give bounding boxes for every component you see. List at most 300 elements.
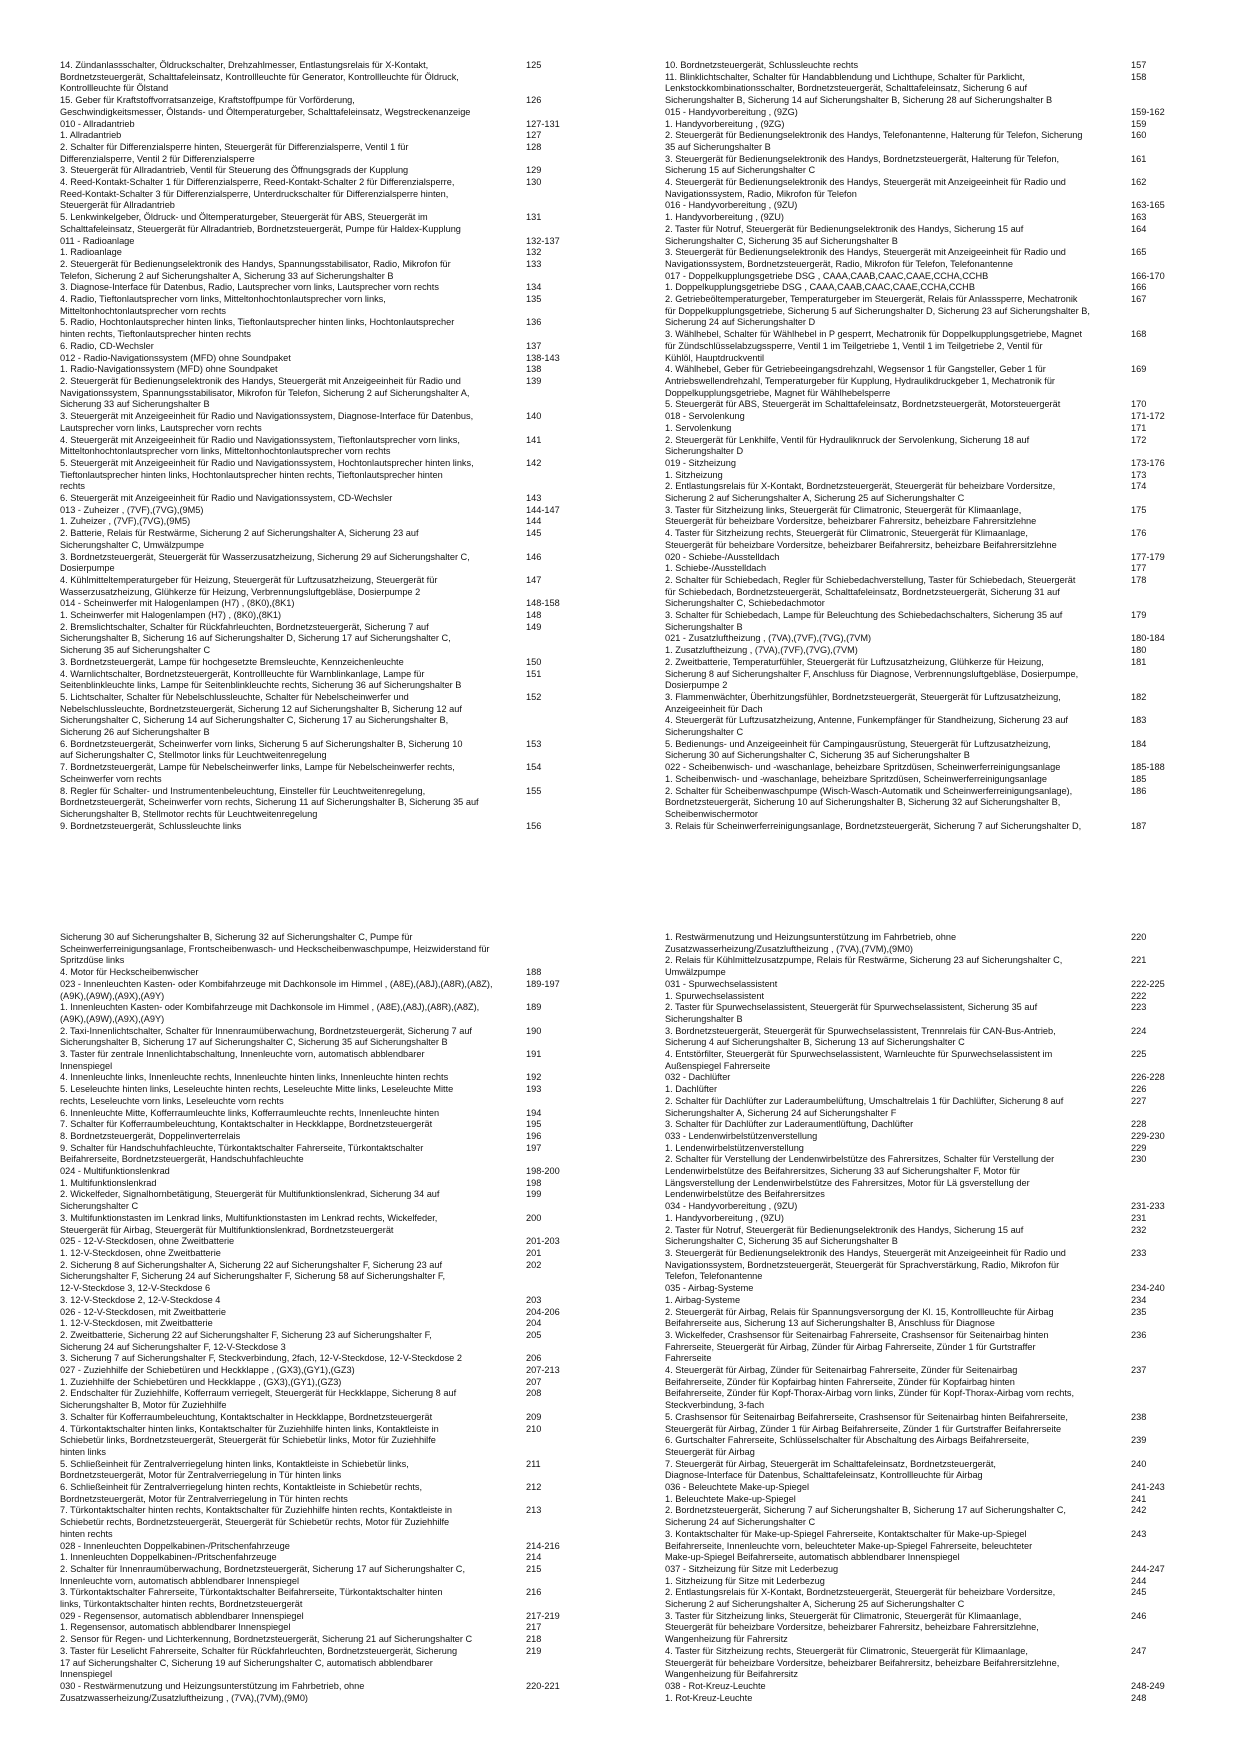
toc-section-entry bbox=[60, 119, 568, 131]
toc-entry-title: 5. Steuergerät für ABS, Steuergerät im Schalttafeleinsatz, Bordnetzsteuergerät, Motorsteuergerät bbox=[665, 399, 1061, 410]
toc-entry-title: 3. Türkontaktschalter Fahrerseite, Türkontaktschalter Beifahrerseite, Türkontaktschalter hinten links, Türkontaktschalter hinten rechts, Bordnetzsteuergerät bbox=[60, 1587, 443, 1610]
toc-entry-title: 1. 12-V-Steckdosen, mit Zweitbatterie bbox=[60, 1318, 213, 1329]
toc-entry-title: 2. Entlastungsrelais für X-Kontakt, Bordnetzsteuergerät, Steuergerät für beheizbare Vordersitze, Sicherung 2 auf Sicherungshalter A, Sicherung 25 auf Sicherungshalter C bbox=[665, 481, 1056, 504]
toc-entry bbox=[60, 1412, 568, 1424]
toc-entry-title: 2. Relais für Kühlmittelzusatzpumpe, Relais für Restwärme, Sicherung 23 auf Sicherungshalter C, Umwälzpumpe bbox=[665, 955, 1063, 978]
toc-entry-title: 6. Innenleuchte Mitte, Kofferraumleuchte links, Kofferraumleuchte rechts, Innenleuchte hinten bbox=[60, 1107, 440, 1118]
toc-entry-title: 021 - Zusatzluftheizung , (7VA),(7VF),(7VG),(7VM) bbox=[665, 633, 872, 644]
toc-entry-page: 126 bbox=[526, 95, 542, 106]
toc-entry-page: 224 bbox=[1131, 1025, 1147, 1036]
toc-entry-title: 2. Steuergerät für Bedienungselektronik des Handys, Spannungsstabilisator, Radio, Mikrofon für Telefon, Sicherung 2 auf Sicherungshalter A, Sicherung 33 auf Sicherungshalter B bbox=[60, 258, 451, 281]
toc-entry bbox=[60, 411, 568, 434]
toc-entry-title: 5. Lichtschalter, Schalter für Nebelschlussleuchte, Schalter für Nebelscheinwerfer und Nebelschlussleuchte, Bordnetzsteuergerät, Sicherung 12 auf Sicherungshalter B, Sicherung 12 auf Sicherungshalter C, Sicherung 14 auf Sicherungshalter C, Sicherung 17 au Sicherungshalter B, Sicherung 26 auf Sicherungshalter B bbox=[60, 691, 462, 738]
toc-entry bbox=[665, 1459, 1173, 1482]
toc-entry-page: 197 bbox=[526, 1142, 542, 1153]
toc-entry-page: 163 bbox=[1131, 212, 1147, 223]
toc-entry-title: 1. 12-V-Steckdosen, ohne Zweitbatterie bbox=[60, 1247, 221, 1258]
toc-entry-title: 1. Handyvorbereitung , (9ZU) bbox=[665, 212, 784, 223]
toc-entry-title: 1. Zuheizer , (7VF),(7VG),(9M5) bbox=[60, 516, 191, 527]
toc-entry-title: 034 - Handyvorbereitung , (9ZU) bbox=[665, 1201, 798, 1212]
toc-entry-page: 177 bbox=[1131, 563, 1147, 574]
toc-entry-page: 159 bbox=[1131, 118, 1147, 129]
toc-entry-page: 244 bbox=[1131, 1575, 1147, 1586]
toc-section-entry bbox=[60, 236, 568, 248]
toc-entry-page: 219 bbox=[526, 1645, 542, 1656]
toc-entry-page: 180-184 bbox=[1131, 633, 1165, 644]
toc-entry-title: 2. Taster für Notruf, Steuergerät für Bedienungselektronik des Handys, Sicherung 15 auf Sicherungshalter C, Sicherung 35 auf Sicherungshalter B bbox=[665, 1224, 1024, 1247]
toc-entry-page: 144-147 bbox=[526, 504, 560, 515]
toc-entry-title: 7. Bordnetzsteuergerät, Lampe für Nebelscheinwerfer links, Lampe für Nebelscheinwerfer rechts, Scheinwerfer vorn rechts bbox=[60, 762, 455, 784]
toc-entry bbox=[665, 505, 1173, 528]
toc-entry-title: 3. Kontaktschalter für Make-up-Spiegel Fahrerseite, Kontaktschalter für Make-up-Spiegel Beifahrerseite, Innenleuchte vorn, beleuchteter Make-up-Spiegel Fahrerseite, beleuchteter Make-up-Spiegel Beifahrerseite, automatisch abblendbarer Innenspiegel bbox=[665, 1528, 1033, 1563]
toc-entry-title: 1. Airbag-Systeme bbox=[665, 1294, 741, 1305]
toc-entry-page: 223 bbox=[1131, 1002, 1147, 1013]
toc-entry-page: 226-228 bbox=[1131, 1072, 1165, 1083]
toc-entry bbox=[60, 95, 568, 118]
toc-entry-page: 222-225 bbox=[1131, 978, 1165, 989]
toc-entry-title: 1. Sitzheizung für Sitze mit Lederbezug bbox=[665, 1575, 825, 1586]
toc-entry-page: 200 bbox=[526, 1212, 542, 1223]
toc-entry-page: 125 bbox=[526, 60, 542, 70]
toc-entry bbox=[665, 119, 1173, 131]
toc-entry-title: 1. Radio-Navigationssystem (MFD) ohne Soundpaket bbox=[60, 364, 278, 375]
toc-entry-page: 203 bbox=[526, 1294, 542, 1305]
toc-entry bbox=[665, 528, 1173, 551]
toc-entry-page: 237 bbox=[1131, 1365, 1147, 1376]
toc-entry-page: 193 bbox=[526, 1084, 542, 1095]
toc-entry-title: 4. Steuergerät für Luftzusatzheizung, Antenne, Funkempfänger für Standheizung, Sicherung 23 auf Sicherungshalter C bbox=[665, 715, 1068, 738]
toc-entry-title: 2. Steuergerät für Airbag, Relais für Spannungsversorgung der Kl. 15, Kontrollleuchte für Airbag Beifahrerseite aus, Sicherung 13 auf Sicherungshalter B, Anschluss für Diagnose bbox=[665, 1306, 1054, 1329]
toc-entry bbox=[665, 1119, 1173, 1131]
toc-entry bbox=[60, 1552, 568, 1564]
toc-entry-title: 1. Sitzheizung bbox=[665, 469, 723, 480]
toc-entry bbox=[665, 294, 1173, 329]
toc-entry-title: 1. Innenleuchten Kasten- oder Kombifahrzeuge mit Dachkonsole im Himmel , (A8E),(A8J),(A8R),(A8Z), (A9K),(A9W),(A9X),(A9Y) bbox=[60, 1002, 480, 1024]
toc-entry bbox=[60, 60, 568, 95]
toc-entry-page: 136 bbox=[526, 317, 542, 328]
toc-entry bbox=[60, 1189, 568, 1212]
toc-entry bbox=[665, 692, 1173, 715]
toc-entry-page: 155 bbox=[526, 785, 542, 796]
toc-entry bbox=[665, 329, 1173, 364]
toc-entry-title: 4. Steuergerät mit Anzeigeeinheit für Radio und Navigationssystem, Tieftonlautsprecher vorn links, Mitteltonhochtonlautsprecher vorn links, Mitteltonhochtonlautsprecher vorn rechts bbox=[60, 434, 460, 457]
toc-entry bbox=[665, 563, 1173, 575]
toc-entry-title: 2. Batterie, Relais für Restwärme, Sicherung 2 auf Sicherungshalter A, Sicherung 23 auf Sicherungshalter C, Umwälzpumpe bbox=[60, 528, 419, 550]
toc-entry-page: 165 bbox=[1131, 247, 1147, 258]
toc-entry-title: 1. Lendenwirbelstützenverstellung bbox=[665, 1142, 804, 1153]
toc-entry-title: 10. Bordnetzsteuergerät, Schlussleuchte rechts bbox=[665, 60, 859, 70]
toc-entry-page: 202 bbox=[526, 1259, 542, 1270]
toc-entry bbox=[665, 1412, 1173, 1435]
toc-entry bbox=[665, 60, 1173, 72]
toc-entry-page: 208 bbox=[526, 1388, 542, 1399]
toc-entry bbox=[665, 1435, 1173, 1458]
toc-entry-title: 4. Taster für Sitzheizung rechts, Steuergerät für Climatronic, Steuergerät für Klimaanlage, Steuergerät für beheizbare Vordersitze, beheizbarer Beifahrersitz, beheizbare Beifahrersitzlehne, Wangenheizung für Beifahrersitz bbox=[665, 1645, 1060, 1680]
toc-entry bbox=[665, 72, 1173, 107]
toc-entry-title: 022 - Scheibenwisch- und -waschanlage, beheizbare Spritzdüsen, Scheinwerferreinigungsanlage bbox=[665, 762, 1061, 773]
toc-entry-title: 4. Wählhebel, Geber für Getriebeeingangsdrehzahl, Wegsensor 1 für Gangsteller, Geber 1 für Antriebswellendrehzahl, Temperaturgeber für Kupplung, Hydraulikdruckgeber 1, Mechatronik für Doppelkupplungsgetriebe, Magnet für Wählhebelsperre bbox=[665, 364, 1055, 398]
toc-entry bbox=[60, 1260, 568, 1295]
toc-entry-title: 020 - Schiebe-/Ausstelldach bbox=[665, 551, 780, 562]
toc-entry-page: 171-172 bbox=[1131, 411, 1165, 422]
toc-entry-page: 227 bbox=[1131, 1095, 1147, 1106]
toc-entry bbox=[60, 1049, 568, 1072]
toc-entry-page: 186 bbox=[1131, 785, 1147, 796]
toc-entry-page: 182 bbox=[1131, 691, 1147, 702]
toc-entry bbox=[60, 528, 568, 551]
toc-entry-page: 239 bbox=[1131, 1435, 1147, 1446]
toc-entry-page: 211 bbox=[526, 1458, 541, 1469]
toc-section-entry bbox=[665, 458, 1173, 470]
toc-entry bbox=[60, 1143, 568, 1166]
toc-section-entry bbox=[665, 1283, 1173, 1295]
toc-entry-title: 6. Gurtschalter Fahrerseite, Schlüsselschalter für Abschaltung des Airbags Beifahrerseite, Steuergerät für Airbag bbox=[665, 1435, 1030, 1457]
toc-entry-title: 4. Kühlmitteltemperaturgeber für Heizung, Steuergerät für Luftzusatzheizung, Steuergerät für Wasserzusatzheizung, Glühkerze für Heizung, Verbrennungsluftgebläse, Dosierpumpe 2 bbox=[60, 574, 438, 597]
toc-entry-title: 7. Schalter für Kofferraumbeleuchtung, Kontaktschalter in Heckklappe, Bordnetzsteuergerät bbox=[60, 1119, 433, 1130]
toc-entry bbox=[665, 247, 1173, 270]
toc-entry-title: 2. Getriebeöltemperaturgeber, Temperaturgeber im Steuergerät, Relais für Anlasssperre, Mechatronik für Doppelkupplungsgetriebe, Sicherung 5 auf Sicherungshalter D, Sicherung 23 auf Sicherungshalter B, Sicherung 24 auf Sicherungshalter D bbox=[665, 294, 1090, 328]
toc-section-entry bbox=[665, 1131, 1173, 1143]
toc-entry-page: 241-243 bbox=[1131, 1482, 1165, 1493]
toc-entry-title: 1. Scheinwerfer mit Halogenlampen (H7) , (8K0),(8K1) bbox=[60, 610, 282, 621]
toc-entry-page: 156 bbox=[526, 820, 542, 831]
toc-entry bbox=[665, 399, 1173, 411]
toc-entry-title: 3. Bordnetzsteuergerät, Lampe für hochgesetzte Bremsleuchte, Kennzeichenleuchte bbox=[60, 656, 404, 667]
toc-entry bbox=[665, 1248, 1173, 1283]
toc-entry-page: 231 bbox=[1131, 1212, 1147, 1223]
toc-entry-title: 4. Innenleuchte links, Innenleuchte rechts, Innenleuchte hinten links, Innenleuchte hinten rechts bbox=[60, 1072, 449, 1083]
toc-column-top-right bbox=[665, 60, 1173, 832]
toc-entry bbox=[665, 435, 1173, 458]
toc-entry-page: 235 bbox=[1131, 1306, 1147, 1317]
toc-entry-page: 132 bbox=[526, 247, 542, 258]
toc-entry bbox=[665, 1529, 1173, 1564]
toc-entry-title: 019 - Sitzheizung bbox=[665, 457, 736, 468]
toc-entry bbox=[60, 1084, 568, 1107]
toc-entry bbox=[665, 1307, 1173, 1330]
toc-entry bbox=[665, 481, 1173, 504]
toc-entry-page: 181 bbox=[1131, 656, 1147, 667]
toc-entry-page: 210 bbox=[526, 1423, 542, 1434]
toc-entry-title: 2. Wickelfeder, Signalhornbetätigung, Steuergerät für Multifunktionslenkrad, Sicherung 34 auf Sicherungshalter C bbox=[60, 1189, 440, 1212]
toc-entry-page: 176 bbox=[1131, 528, 1147, 539]
toc-entry-title: 018 - Servolenkung bbox=[665, 411, 745, 422]
toc-section-entry bbox=[665, 1564, 1173, 1576]
toc-entry-page: 148 bbox=[526, 610, 542, 621]
toc-entry-page: 248-249 bbox=[1131, 1681, 1165, 1691]
toc-entry bbox=[60, 1424, 568, 1459]
toc-entry-page: 152 bbox=[526, 691, 542, 702]
toc-entry-title: 1. Multifunktionslenkrad bbox=[60, 1177, 157, 1188]
toc-entry-title: 2. Bremslichtschalter, Schalter für Rückfahrleuchten, Bordnetzsteuergerät, Sicherung 7 auf Sicherungshalter B, Sicherung 16 auf Sicherungshalter D, Sicherung 17 auf Sicherungshalter C, Sicherung 35 auf Sicherungshalter C bbox=[60, 621, 451, 656]
toc-entry-title: 1. Beleuchtete Make-up-Spiegel bbox=[665, 1493, 796, 1504]
toc-entry-page: 137 bbox=[526, 340, 542, 351]
toc-entry-page: 217 bbox=[526, 1622, 542, 1633]
toc-entry-title: 1. Scheibenwisch- und -waschanlage, beheizbare Spritzdüsen, Scheinwerferreinigungsanlage bbox=[665, 773, 1048, 784]
toc-entry bbox=[60, 458, 568, 493]
toc-entry-page: 160 bbox=[1131, 130, 1147, 141]
toc-entry-page: 205 bbox=[526, 1329, 542, 1340]
toc-entry bbox=[665, 224, 1173, 247]
toc-entry-title: 4. Warnlichtschalter, Bordnetzsteuergerät, Kontrollleuchte für Warnblinkanlage, Lampe für Seitenblinkleuchte links, Lampe für Seitenblinkleuchte rechts, Sicherung 36 auf Sicherungshalter B bbox=[60, 668, 462, 691]
toc-entry-page: 127 bbox=[526, 130, 542, 141]
toc-entry-title: 15. Geber für Kraftstoffvorratsanzeige, Kraftstoffpumpe für Vorförderung, Geschwindigkeitsmesser, Ölstands- und Öltemperaturgeber, Schalttafeleinsatz, Wegstreckenanzeige bbox=[60, 95, 471, 117]
toc-entry-title: 2. Taster für Notruf, Steuergerät für Bedienungselektronik des Handys, Sicherung 15 auf Sicherungshalter C, Sicherung 35 auf Sicherungshalter B bbox=[665, 223, 1024, 246]
toc-entry-title: 9. Schalter für Handschuhfachleuchte, Türkontaktschalter Fahrerseite, Türkontaktschalter Beifahrerseite, Bordnetzsteuergerät, Handschuhfachleuchte bbox=[60, 1142, 424, 1165]
toc-entry-title: 3. Multifunktionstasten im Lenkrad links, Multifunktionstasten im Lenkrad rechts, Wickelfeder, Steuergerät für Airbag, Steuergerät für Multifunktionslenkrad, Bordnetzsteuergerät bbox=[60, 1212, 438, 1235]
toc-entry bbox=[60, 1459, 568, 1482]
toc-entry-page: 134 bbox=[526, 282, 542, 293]
toc-entry bbox=[60, 1634, 568, 1646]
toc-entry-page: 189-197 bbox=[526, 978, 560, 989]
toc-entry-title: 1. Regensensor, automatisch abblendbarer Innenspiegel bbox=[60, 1622, 291, 1633]
toc-entry-page: 225 bbox=[1131, 1049, 1147, 1060]
toc-entry-title: 3. Flammenwächter, Überhitzungsfühler, Bordnetzsteuergerät, Steuergerät für Luftzusatzheizung, Anzeigeeinheit für Dach bbox=[665, 691, 1061, 714]
toc-entry-page: 229 bbox=[1131, 1142, 1147, 1153]
toc-entry-page: 247 bbox=[1131, 1645, 1147, 1656]
toc-entry-title: 1. Schiebe-/Ausstelldach bbox=[665, 563, 767, 574]
toc-entry-title: 3. Schalter für Schiebedach, Lampe für Beleuchtung des Schiebedachschalters, Sicherung 35 auf Sicherungshalter B bbox=[665, 610, 1063, 632]
toc-entry-page: 216 bbox=[526, 1587, 542, 1598]
toc-entry bbox=[665, 1143, 1173, 1155]
toc-entry bbox=[665, 1693, 1173, 1705]
toc-entry bbox=[60, 294, 568, 317]
toc-entry-page: 221 bbox=[1131, 955, 1147, 966]
toc-entry-title: 3. Schalter für Dachlüfter zur Laderaumentlüftung, Dachlüfter bbox=[665, 1119, 914, 1130]
toc-section-entry bbox=[665, 1482, 1173, 1494]
toc-entry-page: 241 bbox=[1131, 1493, 1147, 1504]
toc-section-entry bbox=[665, 107, 1173, 119]
toc-entry bbox=[60, 622, 568, 657]
toc-entry bbox=[665, 1213, 1173, 1225]
toc-entry bbox=[665, 1587, 1173, 1610]
toc-entry-page: 229-230 bbox=[1131, 1130, 1165, 1141]
toc-entry-page: 175 bbox=[1131, 504, 1147, 515]
toc-entry-title: 012 - Radio-Navigationssystem (MFD) ohne Soundpaket bbox=[60, 352, 291, 363]
toc-entry-title: 3. Steuergerät für Bedienungselektronik des Handys, Steuergerät mit Anzeigeeinheit für Radio und Navigationssystem, Bordnetzsteuergerät, Radio, Mikrofon für Telefon, Telefonantenne bbox=[665, 247, 1066, 269]
toc-entry-page: 232 bbox=[1131, 1224, 1147, 1235]
toc-entry-title: 2. Entlastungsrelais für X-Kontakt, Bordnetzsteuergerät, Steuergerät für beheizbare Vordersitze, Sicherung 2 auf Sicherungshalter A, Sicherung 25 auf Sicherungshalter C bbox=[665, 1587, 1056, 1610]
toc-entry-page: 133 bbox=[526, 258, 542, 269]
toc-entry-page: 139 bbox=[526, 375, 542, 386]
toc-entry-title: 4. Steuergerät für Bedienungselektronik des Handys, Steuergerät mit Anzeigeeinheit für Radio und Navigationssystem, Radio, Mikrofon für Telefon bbox=[665, 177, 1066, 199]
toc-entry bbox=[665, 177, 1173, 200]
toc-entry bbox=[665, 470, 1173, 482]
toc-entry-page: 214-216 bbox=[526, 1540, 560, 1551]
toc-entry bbox=[60, 1587, 568, 1610]
toc-entry-title: 3. 12-V-Steckdose 2, 12-V-Steckdose 4 bbox=[60, 1294, 221, 1305]
toc-section-entry bbox=[60, 505, 568, 517]
toc-entry-title: 1. Servolenkung bbox=[665, 422, 732, 433]
toc-entry-title: 1. Zusatzluftheizung , (7VA),(7VF),(7VG),(7VM) bbox=[665, 645, 858, 656]
toc-entry bbox=[60, 317, 568, 340]
toc-entry-page: 185 bbox=[1131, 773, 1147, 784]
toc-entry bbox=[665, 1295, 1173, 1307]
toc-entry bbox=[665, 1049, 1173, 1072]
toc-entry-title: 3. Taster für zentrale Innenlichtabschaltung, Innenleuchte vorn, automatisch abblendbarer Innenspiegel bbox=[60, 1049, 425, 1071]
toc-entry-title: 032 - Dachlüfter bbox=[665, 1072, 731, 1083]
toc-entry-title: 5. Lenkwinkelgeber, Öldruck- und Öltemperaturgeber, Steuergerät für ABS, Steuergerät im Schalttafeleinsatz, Steuergerät für Allradantrieb, Bordnetzsteuergerät, Pumpe für Haldex-Kupplung bbox=[60, 212, 461, 234]
toc-entry bbox=[665, 645, 1173, 657]
toc-entry-page: 217-219 bbox=[526, 1610, 560, 1621]
toc-entry-title: 028 - Innenleuchten Doppelkabinen-/Pritschenfahrzeuge bbox=[60, 1540, 290, 1551]
toc-entry-page: 140 bbox=[526, 411, 542, 422]
toc-column-bottom-left bbox=[60, 932, 568, 1704]
toc-section-entry bbox=[665, 200, 1173, 212]
toc-entry bbox=[665, 955, 1173, 978]
toc-entry bbox=[665, 1576, 1173, 1588]
toc-entry-page: 127-131 bbox=[526, 118, 560, 129]
toc-entry bbox=[60, 212, 568, 235]
toc-entry bbox=[60, 1119, 568, 1131]
toc-entry bbox=[665, 657, 1173, 692]
toc-entry bbox=[60, 130, 568, 142]
toc-entry-page: 173 bbox=[1131, 469, 1147, 480]
toc-entry-title: 029 - Regensensor, automatisch abblendbarer Innenspiegel bbox=[60, 1610, 304, 1621]
toc-entry-title: 3. Bordnetzsteuergerät, Steuergerät für Spurwechselassistent, Trennrelais für CAN-Bus-Antrieb, Sicherung 4 auf Sicherungshalter B, Sicherung 13 auf Sicherungshalter C bbox=[665, 1025, 1056, 1048]
toc-entry-title: 14. Zündanlassschalter, Öldruckschalter, Drehzahlmesser, Entlastungsrelais für X-Kontakt, Bordnetzsteuergerät, Schalttafeleinsatz, Kontrollleuchte für Generator, Kontrollleuchte für Öldruck, Kontrollleuchte für Ölstand bbox=[60, 60, 459, 94]
toc-entry-page: 149 bbox=[526, 621, 542, 632]
toc-entry-page: 238 bbox=[1131, 1411, 1147, 1422]
toc-entry-title: 4. Reed-Kontakt-Schalter 1 für Differenzialsperre, Reed-Kontakt-Schalter 2 für Differenzialsperre, Reed-Kontakt-Schalter 3 für Differenzialsperre, Unterdruckschalter für Differenzialsperre hinten, Steuergerät für Allradantrieb bbox=[60, 177, 455, 211]
toc-entry bbox=[665, 1365, 1173, 1412]
toc-section-entry bbox=[665, 1681, 1173, 1693]
toc-entry-page: 198 bbox=[526, 1177, 542, 1188]
toc-entry-page: 204-206 bbox=[526, 1306, 560, 1317]
toc-entry-title: 015 - Handyvorbereitung , (9ZG) bbox=[665, 106, 798, 117]
toc-entry-title: 4. Taster für Sitzheizung rechts, Steuergerät für Climatronic, Steuergerät für Klimaanlage, Steuergerät für beheizbare Vordersitze, beheizbarer Beifahrersitz, beheizbare Beifahrersitzlehne bbox=[665, 528, 1057, 550]
toc-entry-page: 236 bbox=[1131, 1329, 1147, 1340]
toc-entry-page: 234 bbox=[1131, 1294, 1147, 1305]
toc-entry bbox=[60, 1026, 568, 1049]
toc-entry-title: 017 - Doppelkupplungsgetriebe DSG , CAAA,CAAB,CAAC,CAAE,CCHA,CCHB bbox=[665, 270, 989, 281]
toc-entry bbox=[60, 1330, 568, 1353]
toc-entry-title: 2. Steuergerät für Lenkhilfe, Ventil für Hydrauliknruck der Servolenkung, Sicherung 18 auf Sicherungshalter D bbox=[665, 434, 1030, 457]
toc-entry-page: 153 bbox=[526, 738, 542, 749]
toc-entry-page: 243 bbox=[1131, 1528, 1147, 1539]
toc-entry bbox=[60, 786, 568, 821]
toc-entry bbox=[60, 739, 568, 762]
toc-entry-title: 2. Steuergerät für Bedienungselektronik des Handys, Telefonantenne, Halterung für Telefon, Sicherung 35 auf Sicherungshalter B bbox=[665, 130, 1083, 152]
toc-entry-page: 246 bbox=[1131, 1610, 1147, 1621]
toc-entry bbox=[665, 1494, 1173, 1506]
toc-entry bbox=[60, 1248, 568, 1260]
toc-entry-title: 4. Steuergerät für Airbag, Zünder für Seitenairbag Fahrerseite, Zünder für Seitenairbag Beifahrerseite, Zünder für Kopfairbag hinten Fahrerseite, Zünder für Kopfairbag hinten Beifahrerseite, Zünder für Kopf-Thorax-Airbag vorn links, Zünder für Kopf-Thorax-Airbag vorn rechts, Steckverbindung, 3-fach bbox=[665, 1365, 1075, 1411]
toc-entry-page: 154 bbox=[526, 762, 542, 773]
toc-entry bbox=[60, 282, 568, 294]
toc-entry-page: 213 bbox=[526, 1505, 542, 1516]
toc-entry bbox=[665, 1646, 1173, 1681]
toc-section-entry bbox=[60, 1365, 568, 1377]
toc-entry-page: 158 bbox=[1131, 71, 1147, 82]
toc-entry-title: 8. Bordnetzsteuergerät, Doppelinverterrelais bbox=[60, 1130, 241, 1141]
toc-entry-page: 168 bbox=[1131, 329, 1147, 340]
toc-entry bbox=[665, 715, 1173, 738]
toc-entry-title: 2. Sicherung 8 auf Sicherungshalter A, Sicherung 22 auf Sicherungshalter F, Sicherung 23 auf Sicherungshalter F, Sicherung 24 auf Sicherungshalter F, Sicherung 58 auf Sicherungshalter F, 12-V-Steckdose 3, 12-V-Steckdose 6 bbox=[60, 1259, 446, 1294]
toc-entry-page: 234-240 bbox=[1131, 1283, 1165, 1294]
toc-entry-page: 179 bbox=[1131, 610, 1147, 621]
toc-entry bbox=[665, 739, 1173, 762]
toc-entry-page: 212 bbox=[526, 1482, 542, 1493]
toc-entry-title: 5. Schließeinheit für Zentralverriegelung hinten links, Kontaktleiste in Schiebetür links, Bordnetzsteuergerät, Motor für Zentralverriegelung in Tür hinten links bbox=[60, 1458, 409, 1481]
toc-entry-page: 231-233 bbox=[1131, 1201, 1165, 1212]
toc-entry-title: 1. Innenleuchten Doppelkabinen-/Pritschenfahrzeuge bbox=[60, 1552, 277, 1563]
toc-entry-page: 146 bbox=[526, 551, 542, 562]
toc-entry bbox=[60, 247, 568, 259]
toc-entry-page: 141 bbox=[526, 434, 542, 445]
toc-entry bbox=[665, 1225, 1173, 1248]
toc-entry bbox=[665, 154, 1173, 177]
toc-entry-page: 222 bbox=[1131, 990, 1147, 1001]
toc-entry bbox=[665, 575, 1173, 610]
toc-entry bbox=[60, 1318, 568, 1330]
toc-entry-title: 038 - Rot-Kreuz-Leuchte bbox=[665, 1681, 766, 1691]
toc-entry-title: 4. Entstörfilter, Steuergerät für Spurwechselassistent, Warnleuchte für Spurwechselassistent im Außenspiegel Fahrerseite bbox=[665, 1049, 1053, 1071]
toc-entry bbox=[60, 575, 568, 598]
toc-entry-title: 4. Motor für Heckscheibenwischer bbox=[60, 967, 199, 978]
toc-entry bbox=[665, 282, 1173, 294]
toc-entry bbox=[60, 1564, 568, 1587]
toc-entry-page: 207-213 bbox=[526, 1365, 560, 1376]
toc-entry bbox=[60, 1388, 568, 1411]
toc-entry-title: 2. Taxi-Innenlichtschalter, Schalter für Innenraumüberwachung, Bordnetzsteuergerät, Sicherung 7 auf Sicherungshalter B, Sicherung 17 auf Sicherungshalter C, Sicherung 35 auf Sicherungshalter B bbox=[60, 1025, 472, 1048]
toc-entry-title: 031 - Spurwechselassistent bbox=[665, 978, 778, 989]
toc-entry-title: 030 - Restwärmenutzung und Heizungsunterstützung im Fahrbetrieb, ohne Zusatzwasserheizung/Zusatzluftheizung , (7VA),(7VM),(9M0) bbox=[60, 1681, 365, 1703]
toc-entry bbox=[665, 1330, 1173, 1365]
toc-entry bbox=[60, 364, 568, 376]
toc-entry-page: 173-176 bbox=[1131, 457, 1165, 468]
toc-section-entry bbox=[60, 979, 568, 1002]
toc-entry-page: 242 bbox=[1131, 1505, 1147, 1516]
toc-entry bbox=[60, 1002, 568, 1025]
toc-entry bbox=[60, 1353, 568, 1365]
toc-entry-title: 4. Radio, Tieftonlautsprecher vorn links, Mitteltonhochtonlautsprecher vorn links, Mitteltonhochtonlautsprecher vorn rechts bbox=[60, 294, 386, 316]
toc-entry-title: 033 - Lendenwirbelstützenverstellung bbox=[665, 1130, 818, 1141]
toc-entry-title: 6. Bordnetzsteuergerät, Scheinwerfer vorn links, Sicherung 5 auf Sicherungshalter B, Sicherung 10 auf Sicherungshalter C, Stellmotor links für Leuchtweitenregelung bbox=[60, 738, 463, 761]
toc-entry-title: 8. Regler für Schalter- und Instrumentenbeleuchtung, Einsteller für Leuchtweitenregelung, Bordnetzsteuergerät, Scheinwerfer vorn rechts, Sicherung 11 auf Sicherungshalter B, Sicherung 35 auf Sicherungshalter B, Stellmotor rechts für Leuchtweitenregelung bbox=[60, 785, 479, 819]
toc-entry-title: 2. Schalter für Dachlüfter zur Laderaumbelüftung, Umschaltrelais 1 für Dachlüfter, Sicherung 8 auf Sicherungshalter A, Sicherung 24 auf Sicherungshalter F bbox=[665, 1095, 1064, 1118]
toc-entry-title: 3. Schalter für Kofferraumbeleuchtung, Kontaktschalter in Heckklappe, Bordnetzsteuergerät bbox=[60, 1411, 433, 1422]
toc-entry-page: 189 bbox=[526, 1002, 542, 1013]
toc-entry-title: 6. Radio, CD-Wechsler bbox=[60, 340, 154, 351]
toc-entry-title: 023 - Innenleuchten Kasten- oder Kombifahrzeuge mit Dachkonsole im Himmel , (A8E),(A8J),(A8R),(A8Z), (A9K),(A9W),(A9X),(A9Y) bbox=[60, 978, 493, 1001]
toc-section-entry bbox=[665, 979, 1173, 991]
toc-entry-title: 1. Zuziehhilfe der Schiebetüren und Heckklappe , (GX3),(GY1),(GZ3) bbox=[60, 1376, 342, 1387]
toc-entry-page: 199 bbox=[526, 1189, 542, 1200]
toc-entry-title: 3. Steuergerät für Allradantrieb, Ventil für Steuerung des Öffnungsgrads der Kupplung bbox=[60, 165, 409, 176]
toc-entry-title: 3. Taster für Sitzheizung links, Steuergerät für Climatronic, Steuergerät für Klimaanlage, Steuergerät für beheizbare Vordersitze, beheizbarer Fahrersitz, beheizbare Fahrersitzlehne, Wangenheizung für Fahrersitz bbox=[665, 1610, 1039, 1645]
toc-entry-title: 2. Steuergerät für Bedienungselektronik des Handys, Steuergerät mit Anzeigeeinheit für Radio und Navigationssystem, Spannungsstabilisator, Mikrofon für Telefon, Sicherung 2 auf Sicherungshalter A, Sicherung 33 auf Sicherungshalter B bbox=[60, 375, 470, 410]
toc-entry-page: 135 bbox=[526, 294, 542, 305]
toc-entry-title: 1. Doppelkupplungsgetriebe DSG , CAAA,CAAB,CAAC,CAAE,CCHA,CCHB bbox=[665, 282, 975, 293]
toc-entry bbox=[60, 1178, 568, 1190]
toc-entry-page: 151 bbox=[526, 668, 542, 679]
toc-entry bbox=[60, 1295, 568, 1307]
toc-entry-title: 1. Rot-Kreuz-Leuchte bbox=[665, 1692, 753, 1703]
toc-entry-title: 026 - 12-V-Steckdosen, mit Zweitbatterie bbox=[60, 1306, 226, 1317]
toc-entry bbox=[60, 1072, 568, 1084]
toc-entry-title: 3. Steuergerät für Bedienungselektronik des Handys, Bordnetzsteuergerät, Halterung für Telefon, Sicherung 15 auf Sicherungshalter C bbox=[665, 153, 1060, 176]
toc-column-bottom-right bbox=[665, 932, 1173, 1704]
toc-entry-page: 164 bbox=[1131, 223, 1147, 234]
toc-entry-title: 3. Wickelfeder, Crashsensor für Seitenairbag Fahrerseite, Crashsensor für Seitenairbag hinten Fahrerseite, Steuergerät für Airbag, Zünder für Airbag Fahrerseite, Zünder 1 für Gurtstraffer Fahrerseite bbox=[665, 1329, 1049, 1364]
toc-entry-title: 2. Zweitbatterie, Temperaturfühler, Steuergerät für Luftzusatzheizung, Glühkerze für Heizung, Sicherung 8 auf Sicherungshalter F, Anschluss für Diagnose, Verbrennungsluftgebläse, Dosierpumpe, Dosierpumpe 2 bbox=[665, 656, 1079, 691]
toc-entry bbox=[665, 774, 1173, 786]
toc-entry-page: 171 bbox=[1131, 422, 1147, 433]
toc-entry-title: 7. Steuergerät für Airbag, Steuergerät im Schalttafeleinsatz, Bordnetzsteuergerät, Diagnose-Interface für Datenbus, Schalttafeleinsatz, Kontrollleuchte für Airbag bbox=[665, 1458, 996, 1481]
toc-entry-page: 183 bbox=[1131, 715, 1147, 726]
toc-entry-page: 130 bbox=[526, 177, 542, 188]
